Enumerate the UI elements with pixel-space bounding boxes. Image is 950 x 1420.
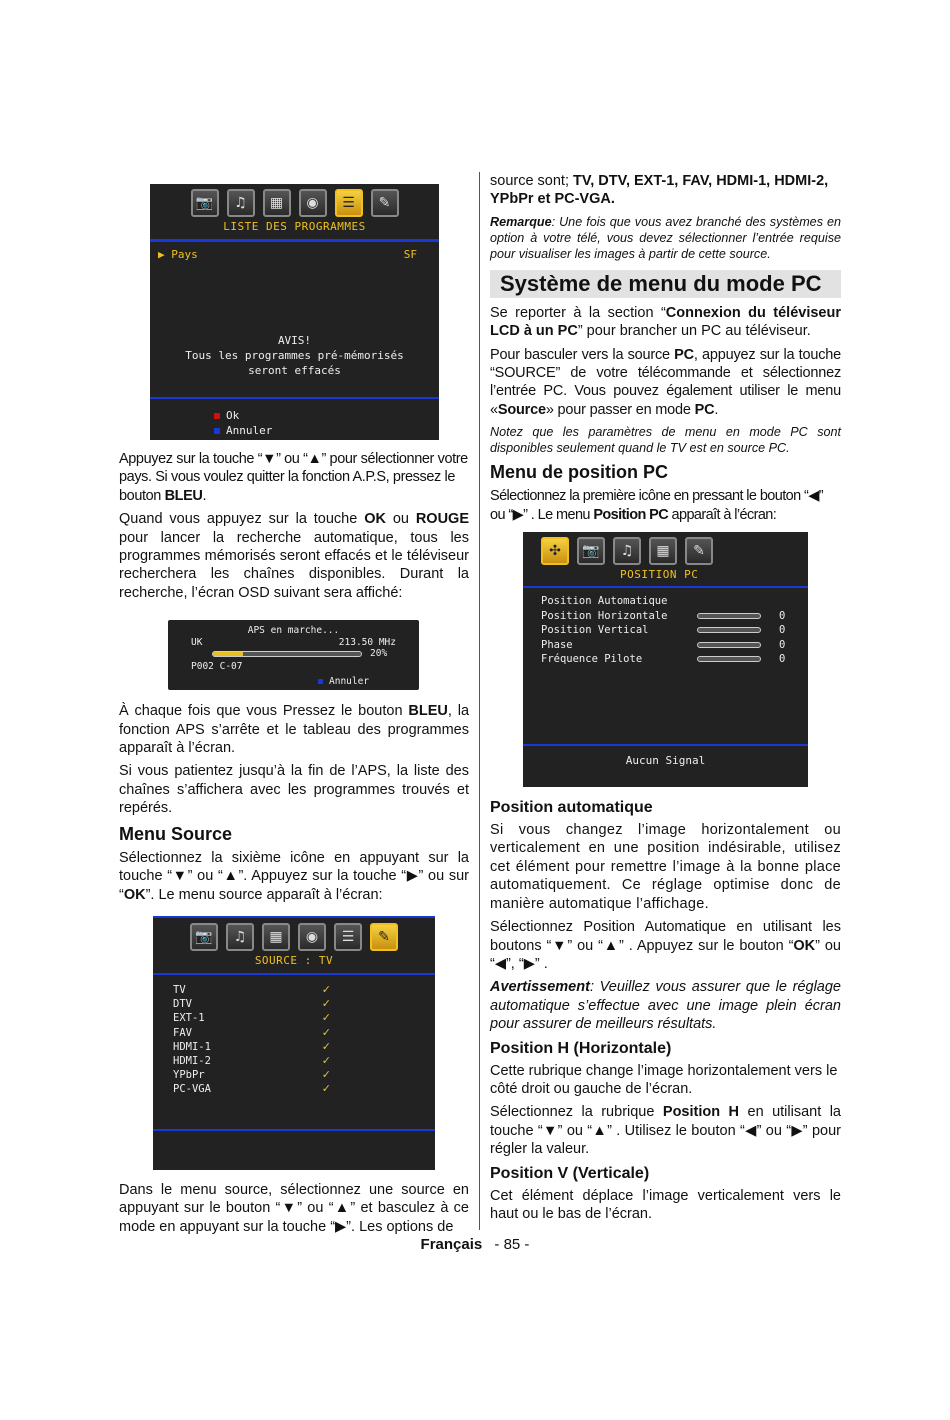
row-phase[interactable]: Phase 0: [541, 638, 786, 651]
osd-position-pc: [523, 532, 808, 787]
heading-pc-position-menu: Menu de position PC: [490, 462, 668, 483]
source-item-pcvga[interactable]: PC-VGA ✓: [173, 1082, 331, 1096]
arrow-right-icon: ▶: [158, 248, 172, 261]
osd-icon-bar: [523, 532, 808, 565]
check-icon: ✓: [321, 1025, 331, 1039]
warning-line1: Tous les programmes pré-mémorisés: [185, 349, 404, 362]
osd-source-menu: [153, 916, 435, 1170]
cancel-label: Annuler: [226, 424, 273, 437]
heading-pc-mode: Système de menu du mode PC: [490, 270, 841, 298]
paragraph-source-select: Sélectionnez la sixième icône en appuyant sur la touche “▼” ou “▲”. Appuyez sur la touche “▶” ou sur “OK”. Le menu source apparaît à l’écran:: [119, 849, 469, 903]
footer-language: Français: [420, 1236, 483, 1253]
check-icon: ✓: [321, 1053, 331, 1067]
check-icon: ✓: [321, 1039, 331, 1053]
row-auto-position[interactable]: Position Automatique: [541, 595, 668, 608]
blue-button-icon: [318, 679, 323, 684]
osd-bottom-line: [150, 397, 439, 399]
paragraph-warning: Avertissement: Veuillez vous assurer que le réglage automatique s’effectue avec une image plein écran pour assurer de meilleurs résultats.: [490, 979, 841, 1033]
right-column: [490, 172, 841, 1228]
picture-icon: ▦: [649, 537, 677, 565]
check-icon: ✓: [321, 1011, 331, 1025]
aps-progress-bar: [212, 651, 362, 657]
page-number: - 85 -: [494, 1236, 530, 1253]
aps-channel: P002 C-07: [191, 661, 243, 673]
note-remarque: Remarque: Une fois que vous avez branché des systèmes en option à votre télé, vous devez sélectionner l’entrée requise pour visualiser les images à partir de cette source.: [490, 214, 841, 261]
music-icon: ♫: [226, 923, 254, 951]
source-item-hdmi1[interactable]: HDMI-1 ✓: [173, 1039, 331, 1053]
list-icon: ☰: [334, 923, 362, 951]
source-item-fav[interactable]: FAV ✓: [173, 1025, 331, 1039]
paragraph-pc-connect: Se reporter à la section “Connexion du téléviseur LCD à un PC” pour brancher un PC au téléviseur.: [490, 304, 841, 340]
heading-h-position: Position H (Horizontale): [490, 1039, 672, 1057]
column-divider: [479, 172, 480, 1230]
red-button-icon: [214, 413, 220, 419]
paragraph-aps-end: Si vous patientez jusqu’à la fin de l’APS, la liste des chaînes s’affichera avec les programmes trouvés et repérés.: [119, 763, 469, 817]
aps-frequency: 213.50 MHz: [338, 637, 396, 649]
osd-title: LISTE DES PROGRAMMES: [223, 220, 366, 233]
h-position-slider[interactable]: [697, 613, 761, 619]
setup-icon: ◉: [298, 923, 326, 951]
country-value: SF: [403, 248, 417, 261]
page-footer: [0, 1236, 950, 1253]
heading-auto-position: Position automatique: [490, 799, 653, 817]
osd-program-list: [150, 184, 439, 440]
osd-bottom-line: [153, 1129, 435, 1131]
warning-title: AVIS!: [277, 334, 312, 347]
source-list: [153, 975, 435, 1097]
osd-icon-bar: [153, 918, 435, 951]
frequency-slider[interactable]: [697, 656, 761, 662]
paragraph-source-options: source sont; TV, DTV, EXT-1, FAV, HDMI-1, HDMI-2, YPbPr et PC-VGA.: [490, 173, 829, 208]
setup-icon: ◉: [299, 189, 327, 217]
aps-progress-row: [168, 648, 419, 659]
source-item-dtv[interactable]: DTV ✓: [173, 997, 331, 1011]
picture-icon: ▦: [263, 189, 291, 217]
source-item-tv[interactable]: TV ✓: [173, 982, 331, 996]
paragraph-source-choose: Dans le menu source, sélectionnez une source en appuyant sur le bouton “▼” ou “▲” et basculez à ce mode en appuyant sur la touche “▶”. Les options de: [119, 1181, 469, 1235]
phase-slider[interactable]: [697, 642, 761, 648]
ok-label: Ok: [226, 409, 240, 422]
check-icon: ✓: [321, 1068, 331, 1082]
check-icon: ✓: [321, 997, 331, 1011]
paragraph-v-position: Cet élément déplace l’image verticalement vers le haut ou le bas de l’écran.: [490, 1187, 841, 1222]
paragraph-h-position-select: Sélectionnez la rubrique Position H en utilisant la touche “▼” ou “▲” . Utilisez le bouton “◀” ou “▶” pour régler la valeur.: [490, 1104, 841, 1158]
aps-progress-fill: [213, 652, 243, 656]
aps-band: UK: [191, 637, 203, 649]
row-h-position[interactable]: Position Horizontale 0: [541, 609, 786, 622]
blue-button-icon: [214, 428, 220, 434]
osd-bottom-line: [523, 744, 808, 746]
check-icon: ✓: [321, 982, 331, 996]
camera-icon: 📷: [190, 923, 218, 951]
warning-block: [150, 333, 439, 378]
warning-line2: seront effacés: [248, 364, 341, 377]
aps-band-row: [168, 636, 419, 648]
paragraph-blue-stop: À chaque fois que vous Pressez le bouton BLEU, la fonction APS s’arrête et le tableau des programmes apparaît à l’écran.: [119, 703, 470, 757]
note-pc-params: Notez que les paramètres de menu en mode PC sont disponibles seulement quand le TV est en source PC.: [490, 425, 841, 456]
left-column: [119, 172, 469, 1241]
source-item-hdmi2[interactable]: HDMI-2 ✓: [173, 1053, 331, 1067]
check-icon: ✓: [321, 1082, 331, 1096]
osd-icon-bar: [150, 184, 439, 217]
row-v-position[interactable]: Position Vertical 0: [541, 624, 786, 637]
heading-v-position: Position V (Verticale): [490, 1164, 650, 1182]
position-icon: ✣: [541, 537, 569, 565]
row-frequency[interactable]: Fréquence Pilote 0: [541, 653, 786, 666]
source-item-ypbpr[interactable]: YPbPr ✓: [173, 1068, 331, 1082]
satellite-icon: ✎: [371, 189, 399, 217]
paragraph-h-position: Cette rubrique change l’image horizontalement vers le côté droit ou gauche de l’écran.: [490, 1062, 838, 1097]
music-icon: ♫: [613, 537, 641, 565]
satellite-icon: ✎: [685, 537, 713, 565]
osd-legend: [214, 408, 272, 438]
paragraph-auto-position: Si vous changez l’image horizontalement ou verticalement en une position indésirable, utilisez cet élément pour remettre l’image à la bonne place automatiquement. Ce réglage optimise donc de manière automatique l’affichage.: [490, 822, 841, 912]
osd-aps-progress: [168, 620, 419, 690]
picture-icon: ▦: [262, 923, 290, 951]
osd-title: POSITION PC: [620, 568, 699, 582]
country-row: [150, 242, 439, 261]
no-signal-label: Aucun Signal: [625, 754, 706, 768]
list-icon: ☰: [335, 189, 363, 217]
paragraph-select-country: Appuyez sur la touche “▼” ou “▲” pour sélectionner votre pays. Si vous voulez quitter la fonction A.P.S, pressez le bouton BLEU.: [119, 451, 468, 504]
aps-title: APS en marche...: [247, 625, 340, 637]
camera-icon: 📷: [191, 189, 219, 217]
satellite-icon: ✎: [370, 923, 398, 951]
paragraph-pc-position-select: Sélectionnez la première icône en pressant le bouton “◀” ou “▶” . Le menu Position PC apparaît à l’écran:: [490, 488, 824, 523]
source-item-ext1[interactable]: EXT-1 ✓: [173, 1011, 331, 1025]
osd-title: SOURCE : TV: [254, 953, 334, 967]
camera-icon: 📷: [577, 537, 605, 565]
paragraph-auto-search: Quand vous appuyez sur la touche OK ou ROUGE pour lancer la recherche automatique, tous les programmes mémorisés seront effacés et le téléviseur recherchera les chaînes disponibles. Durant la recherche, l’écran OSD suivant sera affiché:: [119, 511, 469, 601]
paragraph-pc-switch: Pour basculer vers la source PC, appuyez sur la touche “SOURCE” de votre télécommande et sélectionnez l’entrée PC. Vous pouvez également utiliser le menu «Source» pour passer en mode PC.: [490, 346, 841, 418]
paragraph-auto-position-select: Sélectionnez Position Automatique en utilisant les boutons “▼” ou “▲” . Appuyez sur le bouton “OK” ou “◀”, “▶” .: [490, 919, 841, 972]
v-position-slider[interactable]: [697, 627, 761, 633]
aps-percent: 20%: [370, 648, 388, 660]
position-list: [523, 588, 808, 667]
country-label: ▶ Pays: [158, 248, 198, 261]
heading-menu-source: Menu Source: [119, 823, 233, 844]
aps-cancel: Annuler: [318, 676, 369, 687]
music-icon: ♫: [227, 189, 255, 217]
